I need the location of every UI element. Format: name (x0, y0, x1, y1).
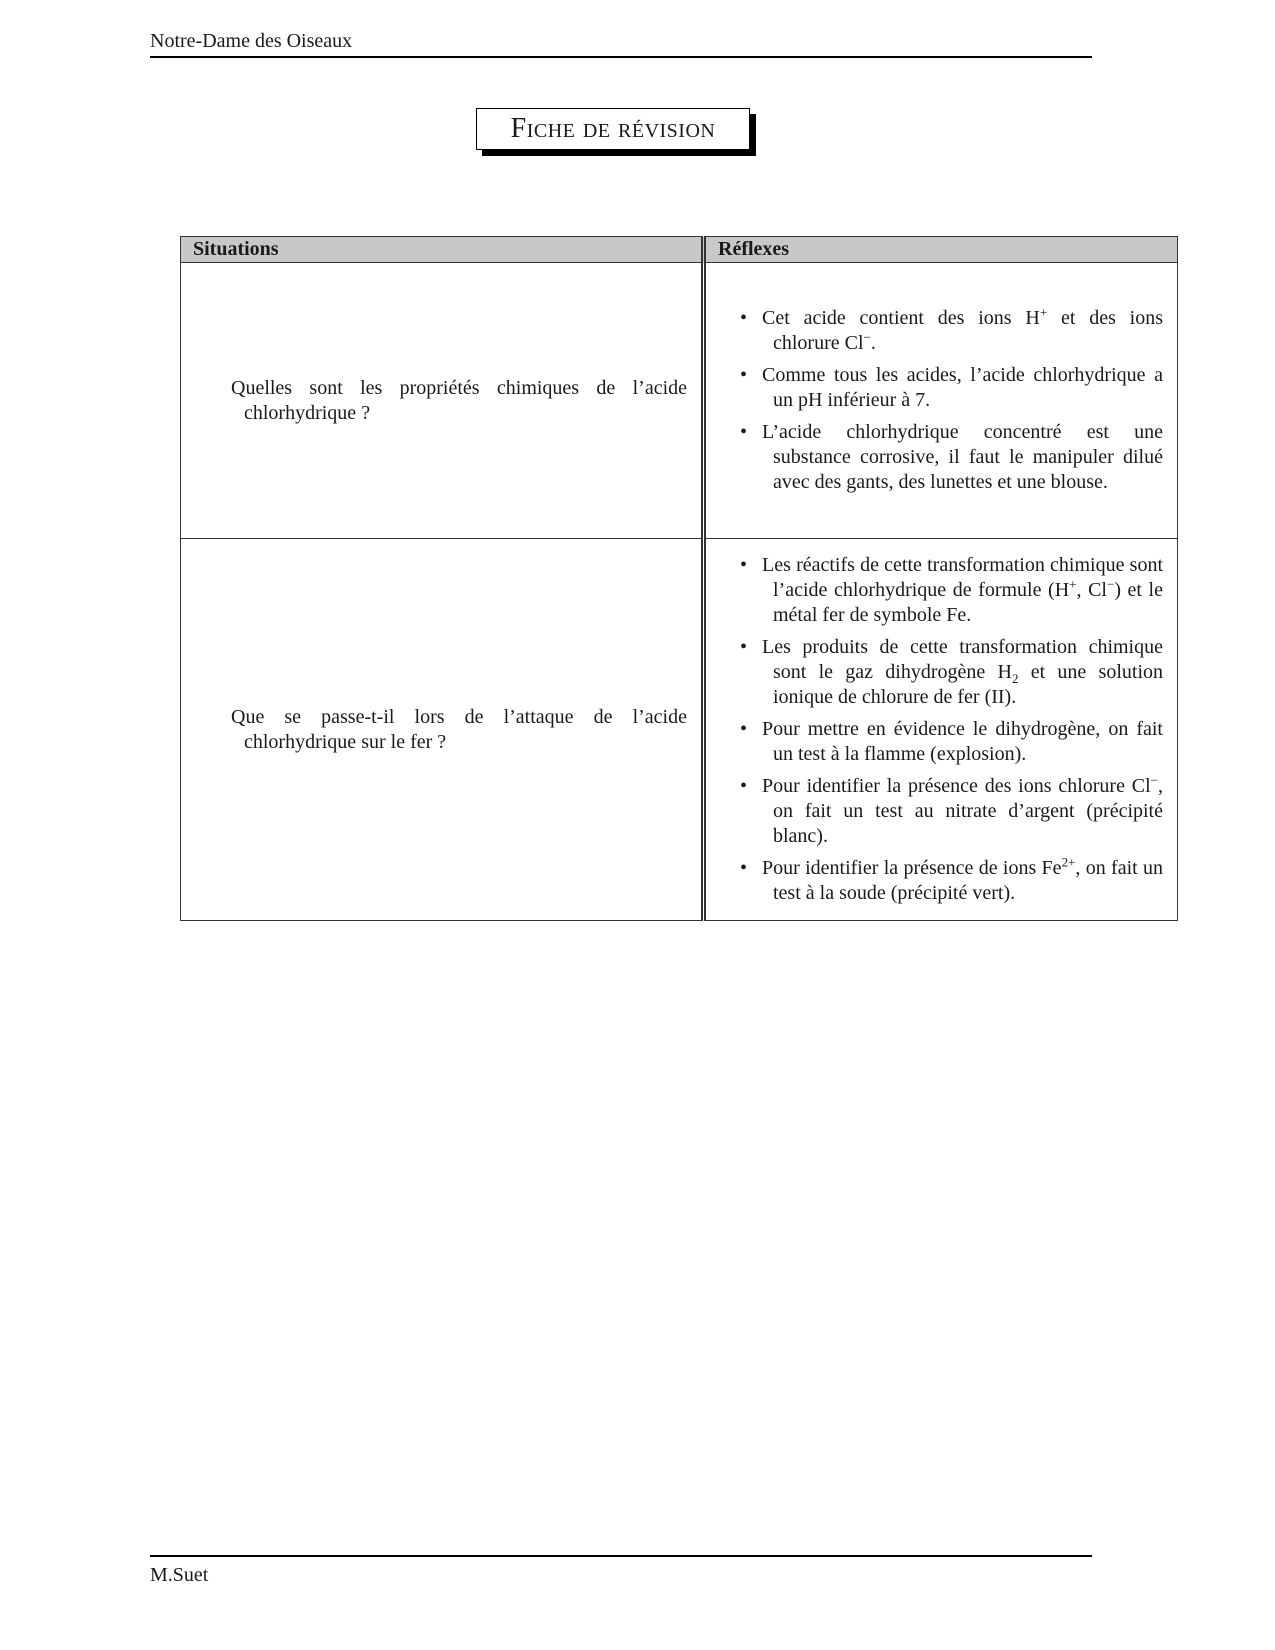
page-title (476, 108, 750, 150)
situation-question: Que se passe-t-il lors de l’attaque de l’acide chlorhydrique sur le fer ? (231, 705, 687, 753)
list-item: • Comme tous les acides, l’acide chlorhydrique a un pH inférieur à 7. (751, 363, 1163, 413)
list-item: • Cet acide contient des ions H+ et des ions chlorure Cl−. (751, 306, 1163, 356)
list-item: • Les réactifs de cette transformation chimique sont l’acide chlorhydrique de formule (H+, Cl−) et le métal fer de symbole Fe. (751, 553, 1163, 628)
list-item: • Pour mettre en évidence le dihydrogène, on fait un test à la flamme (explosion). (751, 717, 1163, 767)
situation-cell (181, 539, 704, 921)
footer-author: M.Suet (150, 1564, 209, 1586)
reflexes-cell (704, 263, 1178, 539)
table-header-row (181, 237, 1178, 263)
page-title-text: Fiche de révision (510, 113, 716, 144)
table-row (181, 263, 1178, 539)
situation-question: Quelles sont les propriétés chimiques de l’acide chlorhydrique ? (231, 376, 687, 424)
list-item: • L’acide chlorhydrique concentré est une substance corrosive, il faut le manipuler dilué avec des gants, des lunettes et une blouse. (751, 420, 1163, 495)
list-item: • Pour identifier la présence des ions chlorure Cl−, on fait un test au nitrate d’argent (précipité blanc). (751, 774, 1163, 849)
reflexes-cell (704, 539, 1178, 921)
reflex-list (706, 306, 1177, 495)
footer-divider (150, 1555, 1092, 1557)
list-item: • Les produits de cette transformation chimique sont le gaz dihydrogène $H_2$ et une solution ionique de chlorure de fer (II). (751, 635, 1163, 710)
column-header-reflexes: Réflexes (704, 237, 1178, 263)
revision-table (180, 236, 1178, 921)
column-header-situations: Situations (181, 237, 704, 263)
header-divider (150, 56, 1092, 58)
reflex-list (706, 553, 1177, 906)
situation-cell (181, 263, 704, 539)
table-row (181, 539, 1178, 921)
list-item: • Pour identifier la présence de ions $Fe^{2+}$, on fait un test à la soude (précipité vert). (751, 856, 1163, 906)
header-school: Notre-Dame des Oiseaux (150, 30, 353, 52)
